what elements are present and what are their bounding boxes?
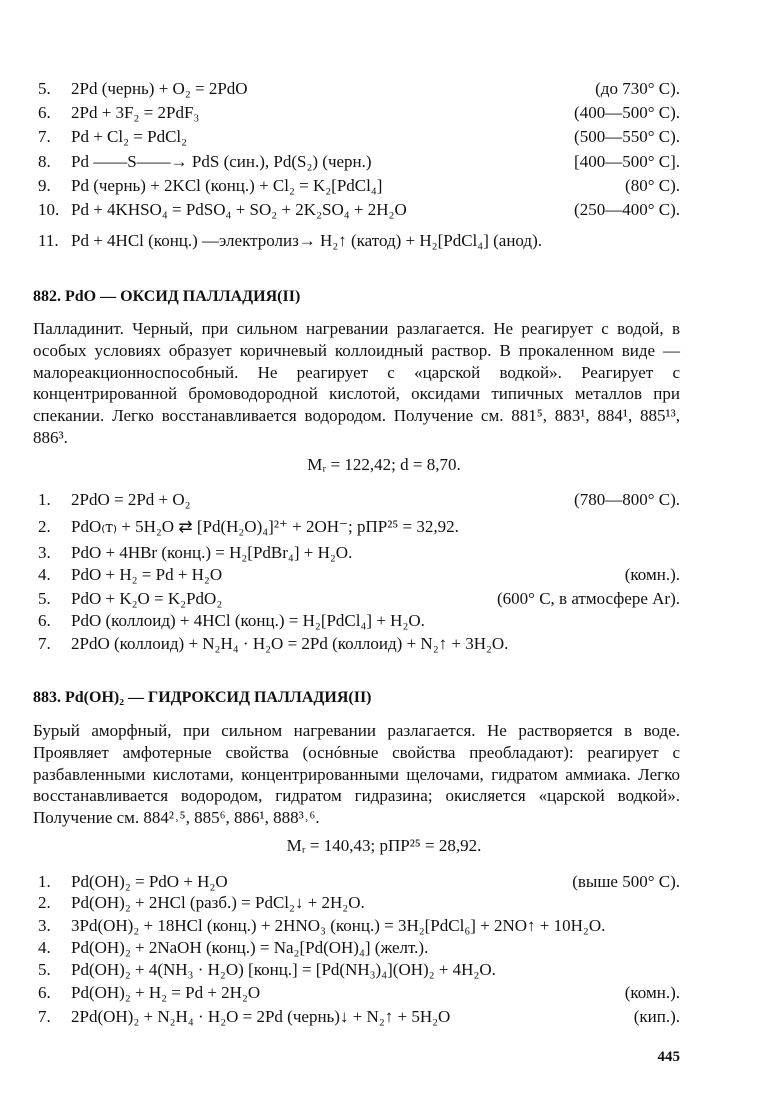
reaction-equation: Pd + Cl₂ = PdCl₂: [71, 127, 188, 146]
reaction-line: [38, 565, 680, 585]
reaction-condition: (250—400° C).: [574, 200, 680, 219]
reaction-number: 8.: [38, 152, 51, 171]
reaction-number: 6.: [38, 103, 51, 122]
reaction-condition: (до 730° C).: [595, 79, 680, 98]
reaction-line: [38, 938, 680, 958]
reaction-number: 4.: [38, 565, 51, 584]
reaction-line: [38, 893, 680, 913]
section-description: Палладинит. Черный, при сильном нагревании разлагается. Не реагирует с водой, в особых условиях образует коричневый коллоидный раствор. В прокаленном виде — малореакционноспособный. Не реагирует с «царской водкой». Реагирует с концентрированной бромоводородной кислотой, оксидами типичных металлов при спекании. Легко восстанавливается водородом. Получение см. 881⁵, 883¹, 884¹, 885¹³, 886³.: [33, 319, 680, 447]
reaction-line: [38, 176, 680, 196]
reaction-condition: [400—500° C].: [574, 152, 680, 171]
properties-line: Mᵣ = 122,42; d = 8,70.: [307, 455, 461, 474]
reaction-number: 6.: [38, 983, 51, 1002]
reaction-equation: Pd (чернь) + 2KCl (конц.) + Cl₂ = K₂[PdCl₄]: [71, 176, 383, 195]
reaction-number: 5.: [38, 589, 51, 608]
page-number: 445: [657, 1049, 680, 1065]
reaction-equation: Pd(OH)₂ + 4(NH₃ · H₂O) [конц.] = [Pd(NH₃)₄](OH)₂ + 4H₂O.: [71, 960, 496, 979]
reaction-line: [38, 589, 680, 609]
reaction-number: 3.: [38, 543, 51, 562]
reaction-number: 9.: [38, 176, 51, 195]
reaction-equation: Pd ——S——→ PdS (син.), Pd(S₂) (черн.): [71, 152, 372, 171]
reaction-line: [38, 79, 680, 99]
reaction-line: [38, 200, 680, 220]
reaction-number: 2.: [38, 893, 51, 912]
reaction-number: 7.: [38, 1007, 51, 1026]
reaction-equation: 2PdO = 2Pd + O₂: [71, 490, 191, 509]
reaction-number: 1.: [38, 490, 51, 509]
reaction-number: 7.: [38, 634, 51, 653]
reaction-number: 7.: [38, 127, 51, 146]
reaction-condition: (комн.).: [624, 565, 680, 584]
reaction-line: [38, 543, 680, 563]
reaction-equation: Pd(OH)₂ + 2NaOH (конц.) = Na₂[Pd(OH)₄] (желт.).: [71, 938, 429, 957]
reaction-equation: Pd(OH)₂ = PdO + H₂O: [71, 872, 228, 891]
reaction-line: [38, 960, 680, 980]
reaction-line: [38, 490, 680, 510]
reaction-condition: (выше 500° C).: [572, 872, 680, 891]
reaction-condition: (400—500° C).: [574, 103, 680, 122]
reaction-equation: PdO + K₂O = K₂PdO₂: [71, 589, 223, 608]
reaction-line: [38, 983, 680, 1003]
section-heading: 882. PdO — ОКСИД ПАЛЛАДИЯ(II): [33, 288, 301, 305]
reaction-number: 5.: [38, 79, 51, 98]
properties-line: Mᵣ = 140,43; pПР²⁵ = 28,92.: [286, 836, 482, 855]
reaction-equation: 2Pd(OH)₂ + N₂H₄ · H₂O = 2Pd (чернь)↓ + N₂↑ + 5H₂O: [71, 1007, 451, 1026]
reaction-equation: PdO₍т₎ + 5H₂O ⇄ [Pd(H₂O)₄]²⁺ + 2OH⁻; pПР²⁵ = 32,92.: [71, 517, 459, 536]
reaction-number: 3.: [38, 916, 51, 935]
reaction-number: 11.: [38, 231, 59, 250]
reaction-number: 10.: [38, 200, 60, 219]
reaction-number: 6.: [38, 611, 51, 630]
reaction-number: 2.: [38, 517, 51, 536]
reaction-equation: Pd(OH)₂ + H₂ = Pd + 2H₂O: [71, 983, 261, 1002]
reaction-line: [38, 634, 680, 654]
reaction-equation: Pd + 4KHSO₄ = PdSO₄ + SO₂ + 2K₂SO₄ + 2H₂O: [71, 200, 407, 219]
reaction-line: [38, 127, 680, 147]
reaction-equation: 2PdO (коллоид) + N₂H₄ · H₂O = 2Pd (коллоид) + N₂↑ + 3H₂O.: [71, 634, 509, 653]
reaction-line: [38, 1007, 680, 1027]
reaction-condition: (кип.).: [633, 1007, 680, 1026]
reaction-equation: PdO + H₂ = Pd + H₂O: [71, 565, 223, 584]
reaction-line: [38, 231, 680, 251]
reaction-condition: (600° C, в атмосфере Ar).: [497, 589, 680, 608]
reaction-equation: 2Pd + 3F₂ = 2PdF₃: [71, 103, 200, 122]
reaction-condition: (500—550° C).: [574, 127, 680, 146]
reaction-equation: PdO (коллоид) + 4HCl (конц.) = H₂[PdCl₄] + H₂O.: [71, 611, 425, 630]
reaction-equation: 2Pd (чернь) + O₂ = 2PdO: [71, 79, 248, 98]
reaction-line: [38, 103, 680, 123]
reaction-line: [38, 517, 680, 537]
reaction-equation: 3Pd(OH)₂ + 18HCl (конц.) + 2HNO₃ (конц.) = 3H₂[PdCl₆] + 2NO↑ + 10H₂O.: [71, 916, 606, 935]
reaction-line: [38, 916, 680, 936]
reaction-line: [38, 152, 680, 172]
reaction-condition: (780—800° C).: [574, 490, 680, 509]
reaction-equation: Pd + 4HCl (конц.) —электролиз→ H₂↑ (катод) + H₂[PdCl₄] (анод).: [71, 231, 542, 250]
reaction-condition: (80° C).: [625, 176, 680, 195]
reaction-equation: Pd(OH)₂ + 2HCl (разб.) = PdCl₂↓ + 2H₂O.: [71, 893, 365, 912]
reaction-number: 4.: [38, 938, 51, 957]
reaction-line: [38, 611, 680, 631]
reaction-number: 1.: [38, 872, 51, 891]
reaction-line: [38, 872, 680, 892]
reaction-condition: (комн.).: [624, 983, 680, 1002]
section-heading: 883. Pd(OH)₂ — ГИДРОКСИД ПАЛЛАДИЯ(II): [33, 689, 372, 706]
section-description: Бурый аморфный, при сильном нагревании разлагается. Не растворяется в воде. Проявляет амфотерные свойства (оснóвные свойства преобладают): реагирует с разбавленными кислотами, концентрированными щелочами, гидратом аммиака. Легко восстанавливается водородом, гидратом гидразина; окисляется «царской водкой». Получение см. 884²˒⁵, 885⁶, 886¹, 888³˒⁶.: [33, 721, 680, 828]
reaction-equation: PdO + 4HBr (конц.) = H₂[PdBr₄] + H₂O.: [71, 543, 353, 562]
reaction-number: 5.: [38, 960, 51, 979]
